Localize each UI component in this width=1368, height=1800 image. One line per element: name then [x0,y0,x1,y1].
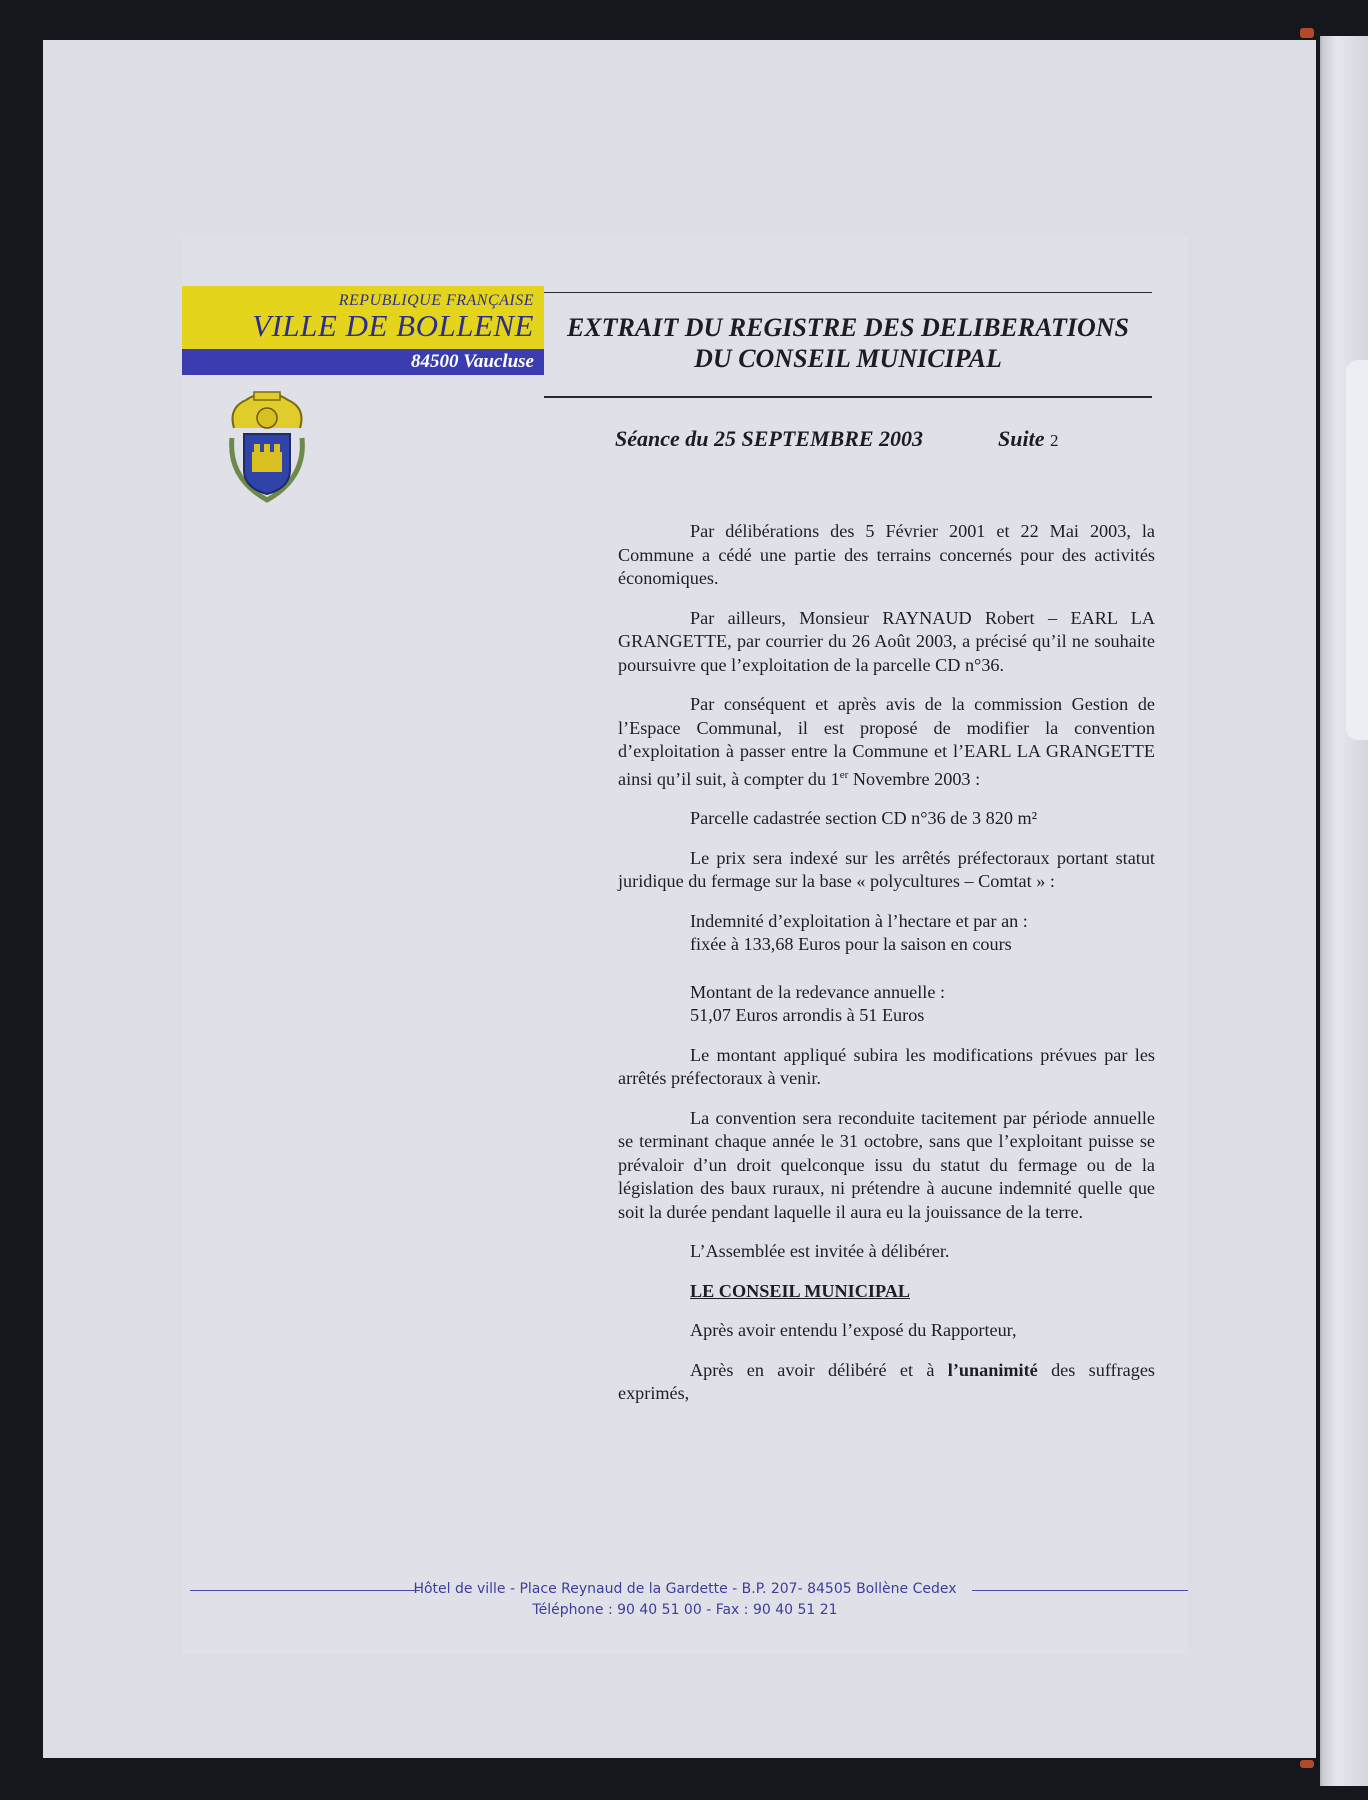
town-coat-of-arms-icon [226,388,308,506]
paragraph-prix: Le prix sera indexé sur les arrêtés préfectoraux portant statut juridique du fermage sur la base « polycultures – Comtat » : [618,847,1155,892]
paragraph-deliberations: Par délibérations des 5 Février 2001 et 22 Mai 2003, la Commune a cédé une partie des terrains concernés pour des activités économiques. [618,521,1155,588]
town-name: VILLE DE BOLLENE [252,308,534,343]
deliberation-body [618,520,1155,1422]
vote-text-end: des suffrages exprimés, [618,1359,1155,1404]
department-label: 84500 Vaucluse [411,351,534,372]
binding-mark [1300,28,1314,38]
page-continuation [998,426,1058,452]
paragraph-parcelle: Parcelle cadastrée section CD n°36 de 3 820 m² [690,808,1038,829]
indemnite-value: fixée à 133,68 Euros pour la saison en cours [690,934,1012,955]
paragraph-rapporteur: Après avoir entendu l’exposé du Rapporteur, [690,1320,1017,1341]
binding-mark [1300,1760,1314,1768]
paragraph-invitation: L’Assemblée est invitée à délibérer. [690,1241,950,1262]
paragraph-modifications: Le montant appliqué subira les modifications prévues par les arrêtés préfectoraux à venir. [618,1044,1155,1089]
paragraph-reconduction: La convention sera reconduite tacitement par période annuelle se terminant chaque année le 31 octobre, sans que l’exploitant puisse se prévaloir d’un droit quelconque issu du statut du fermage ou de la législation des baux ruraux, ni prétendre à aucune indemnité quelle que soit la durée pendant laquelle il aura eu la jouissance de la terre. [618,1107,1155,1222]
session-date: Séance du 25 SEPTEMBRE 2003 [615,426,924,451]
vote-text: Après en avoir délibéré et à [690,1359,948,1380]
folder-tab [1346,360,1368,740]
footer-phone: Téléphone : 90 40 51 00 - Fax : 90 40 51 21 [532,1602,838,1618]
redevance-label: Montant de la redevance annuelle : [690,981,946,1002]
document-title-line2: DU CONSEIL MUNICIPAL [694,344,1002,373]
paragraph-vote [618,1359,1155,1406]
header-rule-bottom [544,396,1152,398]
folder-edge [1320,36,1368,1786]
proposition-text: Par conséquent et après avis de la commission Gestion de l’Espace Communal, il est proposé de modifier la convention d’exploitation à passer entre la Commune et l’EARL LA GRANGETTE ainsi qu’il suit, à compter du 1 [618,694,1155,789]
ordinal-superscript: er [839,768,849,781]
indemnite-label: Indemnité d’exploitation à l’hectare et par an : [690,910,1028,931]
proposition-date: Novembre 2003 : [848,768,981,789]
paragraph-courrier: Par ailleurs, Monsieur RAYNAUD Robert – EARL LA GRANGETTE, par courrier du 26 Août 2003, a précisé qu’il ne souhaite poursuivre que l’exploitation de la parcelle CD n°36. [618,607,1155,675]
council-heading: LE CONSEIL MUNICIPAL [690,1280,910,1301]
redevance-block [690,981,1155,1028]
document-title-line1: EXTRAIT DU REGISTRE DES DELIBERATIONS [566,313,1130,342]
header-rule-top [544,292,1152,293]
republique-label: REPUBLIQUE FRANÇAISE [338,292,534,309]
footer-address: Hôtel de ville - Place Reynaud de la Gardette - B.P. 207- 84505 Bollène Cedex [413,1581,957,1597]
indemnite-block [690,910,1155,957]
unanimity-word: l’unanimité [947,1359,1038,1380]
suite-number: 2 [1049,431,1059,450]
document-title [548,312,1148,374]
suite-label: Suite [998,426,1045,451]
paragraph-proposition [618,693,1155,791]
redevance-value: 51,07 Euros arrondis à 51 Euros [690,1005,925,1026]
